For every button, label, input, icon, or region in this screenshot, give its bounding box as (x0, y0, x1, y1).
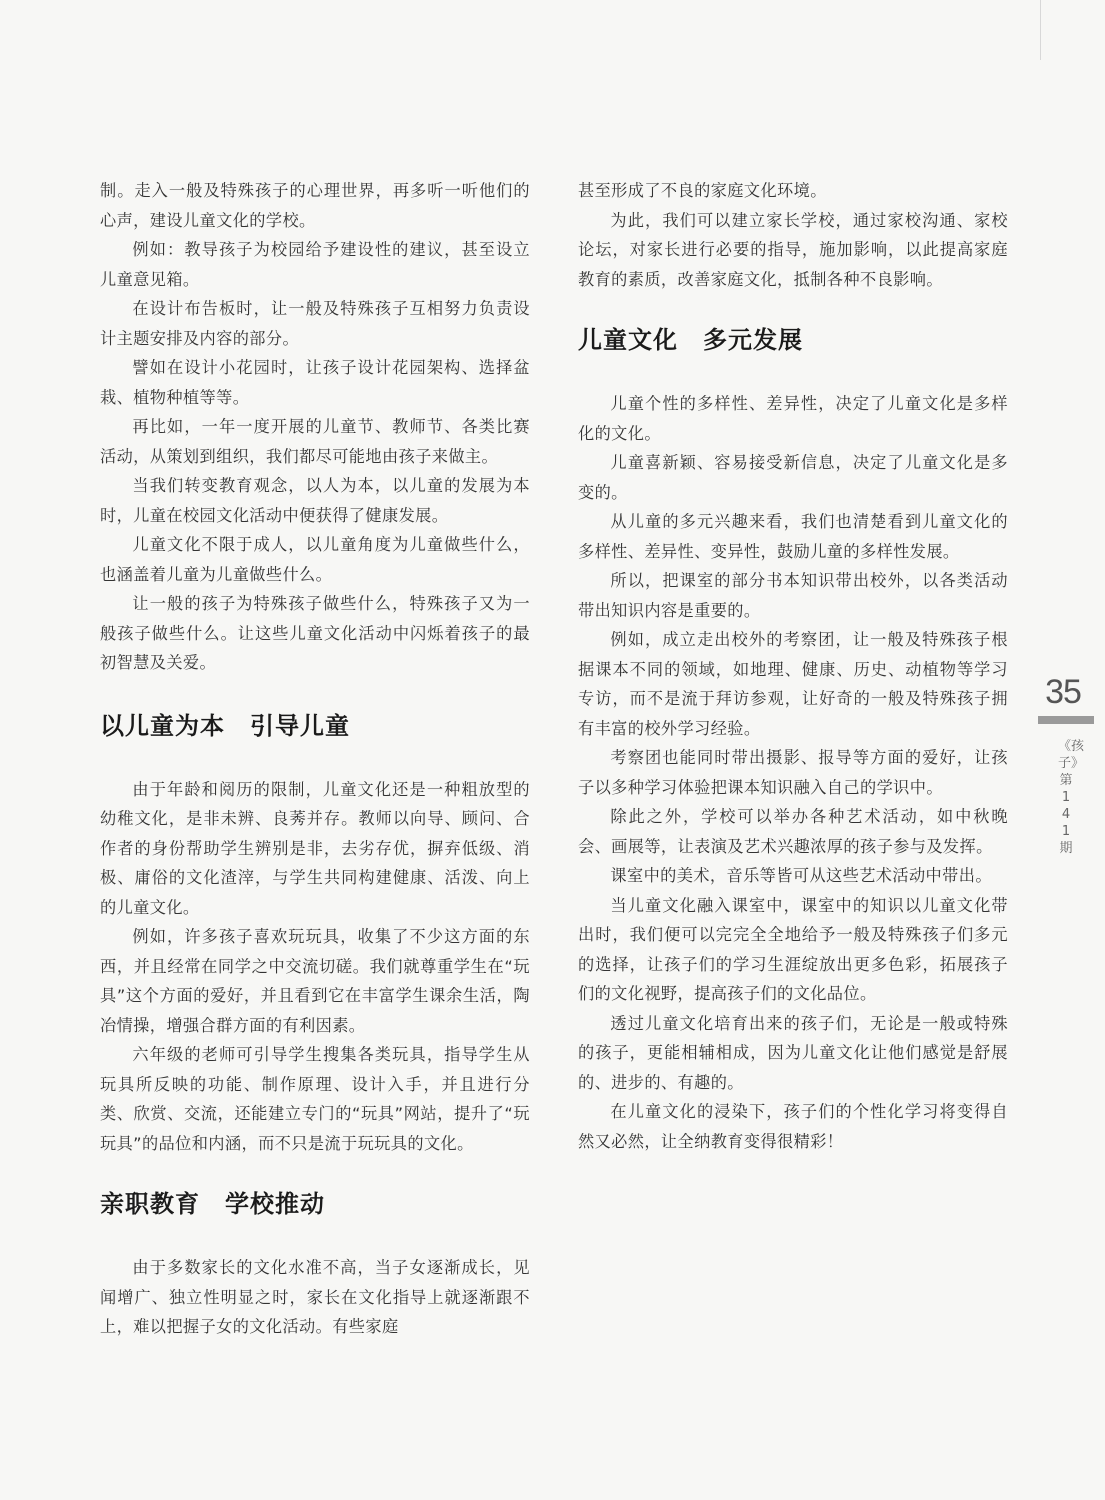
page-edge-line (1040, 0, 1041, 60)
paragraph: 例如：教导孩子为校园给予建设性的建议，甚至设立儿童意见箱。 (100, 240, 530, 289)
issue-label: 《孩子》第141期 (1058, 739, 1085, 856)
paragraph: 儿童文化不限于成人，以儿童角度为儿童做些什么，也涵盖着儿童为儿童做些什么。 (100, 535, 530, 584)
paragraph: 儿童喜新颖、容易接受新信息，决定了儿童文化是多变的。 (578, 453, 1008, 502)
paragraph: 让一般的孩子为特殊孩子做些什么，特殊孩子又为一般孩子做些什么。让这些儿童文化活动中闪烁着孩子的最初智慧及关爱。 (100, 594, 530, 672)
section-heading: 亲职教育 学校推动 (100, 1190, 325, 1218)
paragraph: 在儿童文化的浸染下，孩子们的个性化学习将变得自然又必然，让全纳教育变得很精彩！ (578, 1102, 1008, 1151)
paragraph: 除此之外，学校可以举办各种艺术活动，如中秋晚会、画展等，让表演及艺术兴趣浓厚的孩子参与及发挥。 (578, 807, 1008, 856)
section-heading: 以儿童为本 引导儿童 (100, 711, 350, 740)
paragraph: 从儿童的多元兴趣来看，我们也清楚看到儿童文化的多样性、差异性、变异性，鼓励儿童的多样性发展。 (578, 512, 1008, 561)
paragraph: 制。走入一般及特殊孩子的心理世界，再多听一听他们的心声，建设儿童文化的学校。 (100, 181, 530, 230)
paragraph: 为此，我们可以建立家长学校，通过家校沟通、家校论坛，对家长进行必要的指导，施加影响，以此提高家庭教育的素质，改善家庭文化，抵制各种不良影响。 (578, 210, 1008, 289)
section-heading: 儿童文化 多元发展 (578, 326, 803, 354)
paragraph: 例如，成立走出校外的考察团，让一般及特殊孩子根据课本不同的领域，如地理、健康、历史、动植物等学习专访，而不是流于拜访参观，让好奇的一般及特殊孩子拥有丰富的校外学习经验。 (578, 630, 1008, 738)
paragraph: 由于年龄和阅历的限制，儿童文化还是一种粗放型的幼稚文化，是非未辨、良莠并存。教师以向导、顾问、合作者的身份帮助学生辨别是非，去劣存优，摒弃低级、消极、庸俗的文化渣滓，与学生共同构建健康、活泼、向上的儿童文化。 (100, 779, 530, 917)
page-number: 35 (1045, 673, 1081, 711)
paragraph: 课室中的美术，音乐等皆可从这些艺术活动中带出。 (610, 866, 992, 885)
paragraph: 在设计布告板时，让一般及特殊孩子互相努力负责设计主题安排及内容的部分。 (100, 299, 530, 348)
paragraph: 透过儿童文化培育出来的孩子们，无论是一般或特殊的孩子，更能相辅相成，因为儿童文化让他们感觉是舒展的、进步的、有趣的。 (578, 1013, 1008, 1092)
paragraph: 例如，许多孩子喜欢玩玩具，收集了不少这方面的东西，并且经常在同学之中交流切磋。我们就尊重学生在“玩具”这个方面的爱好，并且看到它在丰富学生课余生活，陶冶情操，增强合群方面的有利因素。 (100, 927, 530, 1035)
tab-bar (1038, 716, 1094, 724)
paragraph: 甚至形成了不良的家庭文化环境。 (578, 181, 827, 200)
paragraph: 再比如，一年一度开展的儿童节、教师节、各类比赛活动，从策划到组织，我们都尽可能地由孩子来做主。 (100, 417, 530, 466)
left-column (100, 176, 530, 1342)
paragraph: 譬如在设计小花园时，让孩子设计花园架构、选择盆栽、植物种植等等。 (100, 358, 530, 407)
paragraph: 当儿童文化融入课室中，课室中的知识以儿童文化带出时，我们便可以完完全全地给予一般及特殊孩子们多元的选择，让孩子们的学习生涯绽放出更多色彩，拓展孩子们的文化视野，提高孩子们的文化品位。 (578, 895, 1008, 1003)
paragraph: 六年级的老师可引导学生搜集各类玩具，指导学生从玩具所反映的功能、制作原理、设计入手，并且进行分类、欣赏、交流，还能建立专门的“玩具”网站，提升了“玩玩具”的品位和内涵，而不只是流于玩玩具的文化。 (100, 1045, 530, 1153)
side-tab (1038, 672, 1088, 857)
paragraph: 由于多数家长的文化水准不高，当子女逐渐成长，见闻增广、独立性明显之时，家长在文化指导上就逐渐跟不上，难以把握子女的文化活动。有些家庭 (100, 1258, 530, 1336)
right-column (578, 176, 1008, 1156)
paragraph: 考察团也能同时带出摄影、报导等方面的爱好，让孩子以多种学习体验把课本知识融入自己的学识中。 (578, 748, 1008, 797)
paragraph: 所以，把课室的部分书本知识带出校外，以各类活动带出知识内容是重要的。 (578, 571, 1008, 620)
paragraph: 儿童个性的多样性、差异性，决定了儿童文化是多样化的文化。 (578, 394, 1008, 443)
paragraph: 当我们转变教育观念，以人为本，以儿童的发展为本时，儿童在校园文化活动中便获得了健康发展。 (100, 476, 530, 525)
